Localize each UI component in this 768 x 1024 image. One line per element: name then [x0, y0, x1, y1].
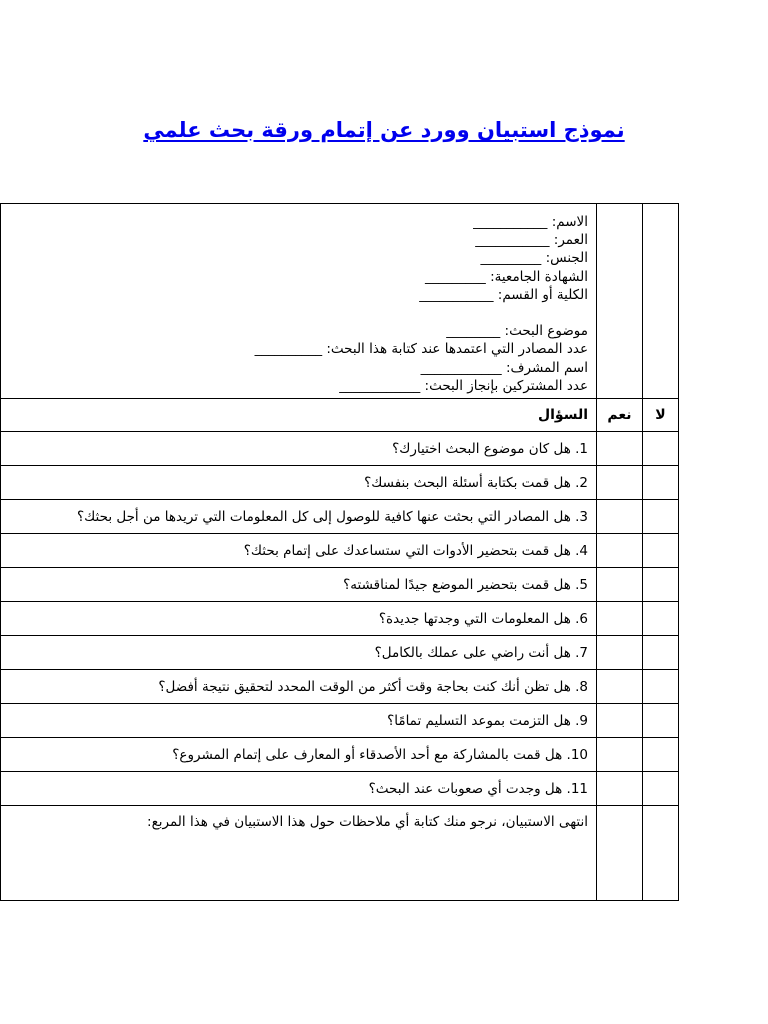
survey-table [0, 203, 679, 901]
no-answer-cell[interactable] [643, 772, 679, 806]
no-answer-cell[interactable] [643, 704, 679, 738]
no-answer-cell[interactable] [643, 432, 679, 466]
yes-answer-cell[interactable] [597, 704, 643, 738]
info-yes-cell [597, 204, 643, 399]
question-text: 11. هل وجدت أي صعوبات عند البحث؟ [1, 772, 597, 806]
no-answer-cell[interactable] [643, 602, 679, 636]
question-column-header: السؤال [1, 399, 597, 432]
supervisor-field[interactable]: اسم المشرف: ____________ [420, 359, 588, 376]
yes-column-header: نعم [597, 399, 643, 432]
yes-answer-cell[interactable] [597, 534, 643, 568]
question-text: 8. هل تظن أنك كنت بحاجة وقت أكثر من الوقت المحدد لتحقيق نتيجة أفضل؟ [1, 670, 597, 704]
sources-count-field[interactable]: عدد المصادر التي اعتمدها عند كتابة هذا البحث: __________ [254, 341, 588, 358]
question-row [1, 772, 679, 806]
yes-answer-cell[interactable] [597, 500, 643, 534]
no-answer-cell[interactable] [643, 534, 679, 568]
no-answer-cell[interactable] [643, 500, 679, 534]
no-answer-cell[interactable] [643, 466, 679, 500]
respondent-info-cell [1, 204, 597, 399]
yes-answer-cell[interactable] [597, 568, 643, 602]
yes-answer-cell[interactable] [597, 670, 643, 704]
no-answer-cell[interactable] [643, 738, 679, 772]
gender-field[interactable]: الجنس: _________ [480, 250, 588, 267]
question-text: 6. هل المعلومات التي وجدتها جديدة؟ [1, 602, 597, 636]
info-no-cell [643, 204, 679, 399]
notes-box[interactable]: انتهى الاستبيان، نرجو منك كتابة أي ملاحظات حول هذا الاستبيان في هذا المربع: [1, 806, 597, 901]
document-title: نموذج استبيان وورد عن إتمام ورقة بحث علمي [143, 118, 625, 142]
notes-yes-cell [597, 806, 643, 901]
no-answer-cell[interactable] [643, 636, 679, 670]
question-text: 3. هل المصادر التي بحثت عنها كافية للوصول إلى كل المعلومات التي تريدها من أجل بحثك؟ [1, 500, 597, 534]
no-column-header: لا [643, 399, 679, 432]
question-row [1, 568, 679, 602]
question-row [1, 466, 679, 500]
yes-answer-cell[interactable] [597, 772, 643, 806]
question-row [1, 704, 679, 738]
question-text: 7. هل أنت راضي على عملك بالكامل؟ [1, 636, 597, 670]
question-text: 4. هل قمت بتحضير الأدوات التي ستساعدك على إتمام بحثك؟ [1, 534, 597, 568]
question-row [1, 738, 679, 772]
no-answer-cell[interactable] [643, 568, 679, 602]
faculty-field[interactable]: الكلية أو القسم: ___________ [419, 286, 588, 303]
name-field[interactable]: الاسم: ___________ [473, 214, 588, 230]
question-row [1, 670, 679, 704]
question-row [1, 534, 679, 568]
age-field[interactable]: العمر: ___________ [475, 232, 588, 249]
question-row [1, 636, 679, 670]
question-row [1, 500, 679, 534]
topic-field[interactable]: موضوع البحث: ________ [446, 323, 588, 340]
yes-answer-cell[interactable] [597, 432, 643, 466]
yes-answer-cell[interactable] [597, 466, 643, 500]
header-row [1, 399, 679, 432]
spacer [1, 304, 588, 322]
question-text: 10. هل قمت بالمشاركة مع أحد الأصدقاء أو المعارف على إتمام المشروع؟ [1, 738, 597, 772]
yes-answer-cell[interactable] [597, 636, 643, 670]
question-row [1, 432, 679, 466]
degree-field[interactable]: الشهادة الجامعية: _________ [425, 268, 588, 285]
notes-row [1, 806, 679, 901]
respondent-info-row [1, 204, 679, 399]
no-answer-cell[interactable] [643, 670, 679, 704]
question-text: 1. هل كان موضوع البحث اختيارك؟ [1, 432, 597, 466]
question-row [1, 602, 679, 636]
question-text: 9. هل التزمت بموعد التسليم تمامًا؟ [1, 704, 597, 738]
notes-no-cell [643, 806, 679, 901]
question-text: 2. هل قمت بكتابة أسئلة البحث بنفسك؟ [1, 466, 597, 500]
yes-answer-cell[interactable] [597, 738, 643, 772]
question-text: 5. هل قمت بتحضير الموضع جيدًا لمناقشته؟ [1, 568, 597, 602]
yes-answer-cell[interactable] [597, 602, 643, 636]
participants-count-field[interactable]: عدد المشتركين بإنجاز البحث: ____________ [339, 377, 588, 394]
